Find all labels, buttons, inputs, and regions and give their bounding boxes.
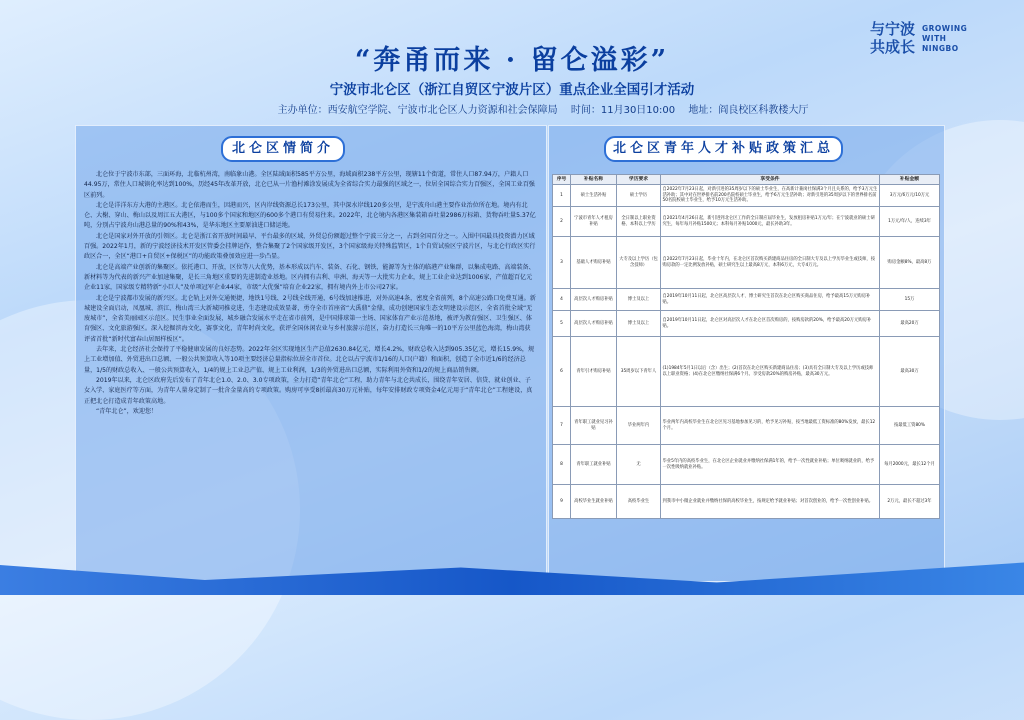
subsidy-amount: 每月2000元，最长12个月: [880, 445, 940, 485]
col-header: 补贴金额: [880, 175, 940, 185]
subsidy-amount: 最高30万: [880, 337, 940, 407]
eligibility-conditions: 自2019年10月11日起，北仑区高层次人才、博士研究生首次在北仑区购买商品住房，给予最高15万元购房补贴。: [661, 289, 880, 311]
intro-paragraph: 北仑是国家对外开放的引领区。北仑是浙江省开放时间最早、平台最多的区域，外贸总份额超过整个宁波三分之一，占到全国百分之一。入围中国最具投资潜力区域百强。2022年1月，新的宁波经济技术开发区管委会挂牌运作，整合集聚了2个国家级开发区，3个国家级海关特殊监管区，1个自贸试验区宁波片区，与北仑行政区实行政区合一，全区“港口+自贸区+保税区”的功能政策叠加效应进一步凸显。: [84, 232, 536, 261]
row-number: 1: [553, 185, 571, 207]
intro-paragraph: “青年北仑”，欢迎您！: [96, 407, 158, 415]
education-requirement: 博士及以上: [617, 311, 661, 337]
logo-cn-line1: 与宁波: [870, 20, 916, 38]
growing-with-ningbo-logo: [870, 20, 980, 64]
logo-en-line1: GROWING: [922, 24, 968, 33]
col-header: 学历要求: [617, 175, 661, 185]
col-header: 序号: [553, 175, 571, 185]
intro-text: [84, 170, 536, 417]
table-row: [553, 289, 940, 311]
intro-paragraph: 北仑是洋洋东方大港的主港区。北仑依港而生，因港而兴，区内岸线资源总长173公里，其中深水岸线120多公里，是宁波舟山港主要作业治位所在地。境内有北仑、大榭、穿山、梅山以及周江五大港区，与100多个国家和地区的600多个港口有贸易往来。2022年，北仑境内各港区集装箱吞吐量2986万标箱、货物吞吐量5.37亿吨，分别占宁波舟山港总量的90%和43%，是华东地区主要原油进口储运地。: [84, 201, 536, 230]
intro-panel: [75, 125, 547, 582]
logo-en-line3: NINGBO: [922, 44, 959, 53]
eligibility-conditions: 毕业两年内高校毕业生在北仑区见习基地参加见习的，给予见习补贴，按当地最低工资标准的80%发放，最长12个月。: [661, 407, 880, 445]
table-header-row: [553, 175, 940, 185]
logo-chinese: [870, 20, 918, 56]
row-number: 8: [553, 445, 571, 485]
col-header: 享受条件: [661, 175, 880, 185]
subsidy-amount: 15万: [880, 289, 940, 311]
subsidy-name: 高校毕业生就业补贴: [571, 485, 617, 519]
table-row: [553, 237, 940, 289]
education-requirement: 35周岁以下青年人: [617, 337, 661, 407]
table-row: [553, 445, 940, 485]
logo-english: [922, 24, 967, 54]
event-info: [228, 101, 868, 116]
education-requirement: 博士及以上: [617, 289, 661, 311]
main-title: “奔甬而来 · 留仑溢彩”: [354, 45, 670, 76]
row-number: 4: [553, 289, 571, 311]
table-row: [553, 207, 940, 237]
row-number: 6: [553, 337, 571, 407]
table-row: [553, 337, 940, 407]
subsidy-amount: 1万元/年/人，连续3年: [880, 207, 940, 237]
logo-cn-line2: 共成长: [870, 38, 916, 56]
intro-paragraph: 2019年以来，北仑区政府先后发布了青年北仑1.0、2.0、3.0专项政策，全力打造“青年北仑”工程，助力青年与北仑共成长，围绕青年安居、信贷、就业创业、子女入学、家庭医疗等方面，为青年人量身定制了一批含金量高的专项政策。购房可享受8折最高30万元补贴，每年安排财政专项资金4亿元用于“青年北仑”工程建设，真正把北仑打造成青年政策高地。: [84, 376, 533, 405]
intro-paragraph: 去年来，北仑经济社会保持了平稳健康发展的良好态势。2022年全区实现地区生产总值2630.84亿元，增长4.2%，财政总收入达到905.35亿元，增长15.9%，规上工业增加值、外贸进出口总额、一般公共预算收入等10项主要经济总量指标位居全市首位。北仑以占宁波市1/16的人口(户籍）和面积，创造了全市近1/6的经济总量，1/5的财政总收入、一般公共预算收入，1/4的规上工业总产值、规上工业利润，1/3的外贸进出口总额，实际利用外资和1/2的规上商品销售额。: [84, 346, 535, 374]
subsidy-name: 高层次人才购房补贴: [571, 311, 617, 337]
subsidy-amount: 3万元/6万元/10万元: [880, 185, 940, 207]
eligibility-conditions: 自2019年10月11日起，北仑区对高层次人才在北仑区首次购房的，按购房款的20%，给予最高20万元购房补贴。: [661, 311, 880, 337]
intro-paragraph: 北仑位于宁波市东部，三面环海，北临杭州湾，南临象山港。全区陆域面积585平方公里，海域面积238平方公里，现辖11个街道，常住人口87.94万，户籍人口44.95万，常住人口城镇化率达到100%，历经45年改革开放，北仑已从一片渔村滩涂发展成为全省综合实力最强的区域之一，位居全国综合实力百强区，全国工业百强区前列。: [84, 171, 535, 199]
eligibility-conditions: (1)1984年5月1日以后（含）出生；(2)首次在北仑区购买新建商品住房；(3)具有全日制大专及以上学历或技师以上职业资格；(4)在北仑区缴纳社保满6个月。享受房款20%的购房补贴，最高30万元。: [661, 337, 880, 407]
education-requirement: 高校毕业生: [617, 485, 661, 519]
subtitle: 宁波市北仑区（浙江自贸区宁波片区）重点企业全国引才活动: [329, 82, 695, 98]
subsidy-amount: 最高20万: [880, 311, 940, 337]
subsidy-amount: 购房金额8%，最高8万: [880, 237, 940, 289]
intro-paragraph: 北仑是高端产业创新的集聚区。依托港口、开放，区位等八大优势，基本形成以汽车、装备、石化、钢铁、能源等为主体的临港产业集群，以集成电路、高端装备、新材料等为代表的新兴产业加速集聚，是长三角地区重要的先进制造业基地。区内拥有吉利、申洲、海天等一大批实力企业，规上工业企业达到1006家，产值超百亿元企业11家，国家级专精特新“小巨人”及单项冠军企业44家，市级“大优强”培育企业22家，拥有境内外上市公司27家。: [84, 263, 535, 292]
intro-paragraph: 北仑是宁波都市发展的新兴区。北仑轨上对外交通便捷，地铁1号线、2号线全线开通，6号线加速推进，对外高速4条，密度全省前列，8个高速公路口免费互通。新城建设全面启动，凤凰城、滨江、梅山湾三大新城同推竞进，生态建设成效显著，勇夺全市首座省“大禹鼎”金鼎，成功创建国家生态文明建设示范区，全省首批全域“无废城市”，全省美丽园区示范区。民生事业全面发展，城乡融合发展水平走在省市前列，是中国排球第一主场、国家体育产业示范基地，被评为教育强区、卫生强区、体育强区、文化旅游强区。深入挖掘滨海文化，赛事文化，青年时尚文化，获评全国休闲农业与乡村旅游示范区，奋力打造长三角唯一的10平方公里蓝色海湾，梅山湾获评省首批“新时代富春山居图样板区”。: [84, 294, 536, 343]
eligibility-conditions: 自2022年7月23日起，毕业十年内，在北仑区首次购买新建商品住房的全日制大专及以上学历毕业生或技师，按购房款的一定比例发放补贴，硕士研究生以上最高8万元，本科6万元，大专4万元。: [661, 237, 880, 289]
subsidy-name: 基础人才购房补贴: [571, 237, 617, 289]
education-requirement: 毕业两年内: [617, 407, 661, 445]
education-requirement: 硕士学历: [617, 185, 661, 207]
education-requirement: 全日制以上职业资格、本科以上学历: [617, 207, 661, 237]
row-number: 9: [553, 485, 571, 519]
table-row: [553, 407, 940, 445]
event-venue: 地址：阎良校区科教楼大厅: [688, 105, 809, 116]
subsidy-name: 宁波市青年人才租房补贴: [571, 207, 617, 237]
row-number: 5: [553, 311, 571, 337]
subsidy-name: 青年引才购房补贴: [571, 337, 617, 407]
subsidy-name: 青年职工就业补贴: [571, 445, 617, 485]
eligibility-conditions: 到我市中小微企业就业并缴纳社保的高校毕业生，按规定给予就业补贴；对首次创业的，给予一次性创业补贴。: [661, 485, 880, 519]
intro-panel-title: 北仑区情简介: [221, 136, 345, 162]
education-requirement: 大专及以上学历（包含技师）: [617, 237, 661, 289]
eligibility-conditions: 毕业5年内的高校毕业生，在北仑区企业就业并缴纳社保满1年的，给予一次性就业补贴；单位吸纳就业的，给予一次性吸纳就业补贴。: [661, 445, 880, 485]
table-row: [553, 311, 940, 337]
subsidy-name: 硕士生活补贴: [571, 185, 617, 207]
table-row: [553, 485, 940, 519]
education-requirement: 无: [617, 445, 661, 485]
subsidy-name: 高层次人才购房补贴: [571, 289, 617, 311]
subsidy-amount: 2万元，最长不超过3年: [880, 485, 940, 519]
policy-panel: [548, 125, 945, 582]
row-number: 2: [553, 207, 571, 237]
logo-en-line2: WITH: [922, 34, 947, 43]
eligibility-conditions: 自2022年7月23日起，对新引进的35周岁以下的硕士毕业生，在高新计兼岗社保满3个月且关系的，给予3万元生活补助；其中对在世界排名前200名院校硕士毕业生，给予6万元生活补助；对新引进的35周岁以下的世界排名前50名院校硕士毕业生，给予10万元生活补助。: [661, 185, 880, 207]
policy-table: [552, 174, 940, 519]
table-row: [553, 185, 940, 207]
policy-panel-title: 北仑区青年人才补贴政策汇总: [604, 136, 843, 162]
col-header: 补贴名称: [571, 175, 617, 185]
row-number: 3: [553, 237, 571, 289]
subsidy-name: 青年职工就业见习补贴: [571, 407, 617, 445]
row-number: 7: [553, 407, 571, 445]
subsidy-amount: 按最低工资80%: [880, 407, 940, 445]
eligibility-conditions: 自2021年4月26日起，新引进到北仑区工作的全日制应届毕业生，发放租房补贴1万元/年；在宁波就业的硕士研究生，每年每月补贴1500元；本科每月补贴1000元，最长补助3年。: [661, 207, 880, 237]
event-time: 时间：11月30日10:00: [570, 105, 676, 116]
organizer: 主办单位：西安航空学院、宁波市北仑区人力资源和社会保障局: [277, 105, 558, 116]
